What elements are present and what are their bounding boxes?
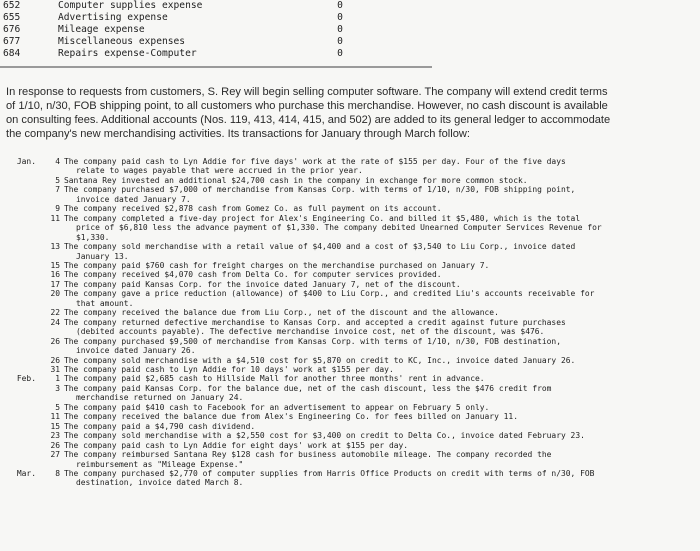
account-number: 684 xyxy=(3,48,21,59)
transaction-line: The company paid Kansas Corp. for the balance due, net of the cash discount, less the $476 credit from xyxy=(64,383,552,393)
transaction-line: relate to wages payable that were accrued in the prior year. xyxy=(76,166,363,176)
transaction-line: $1,330. xyxy=(76,232,110,242)
transaction-item xyxy=(0,356,700,365)
transaction-line: The company purchased $7,000 of merchandise from Kansas Corp. with terms of 1/10, n/30, FOB shipping point, xyxy=(64,185,576,195)
transaction-line: Santana Rey invested an additional $24,700 cash in the company in exchange for more common stock. xyxy=(64,175,528,185)
transaction-description xyxy=(64,308,692,317)
transaction-day: 17 xyxy=(50,279,60,289)
intro-line: on consulting fees. Additional accounts (Nos. 119, 413, 414, 415, and 502) are added to its general ledger to accommodate xyxy=(6,113,611,126)
transaction-line: The company paid Kansas Corp. for the invoice dated January 7, net of the discount. xyxy=(64,279,461,289)
transaction-item xyxy=(0,185,700,204)
transaction-item xyxy=(0,157,700,176)
transaction-line: destination, invoice dated March 8. xyxy=(76,478,244,488)
transaction-line: invoice dated January 26. xyxy=(76,346,196,356)
transaction-line: The company received $2,878 cash from Gomez Co. as full payment on its account. xyxy=(64,204,442,214)
transaction-description xyxy=(64,469,692,488)
transaction-description xyxy=(64,365,692,374)
transaction-line: The company received the balance due from Liu Corp., net of the discount and the allowance. xyxy=(64,308,499,318)
transaction-line: The company completed a five-day project for Alex's Engineering Co. and billed it $5,480, which is the total xyxy=(64,213,581,223)
transaction-line: The company reimbursed Santana Rey $128 cash for business automobile mileage. The company recorded the xyxy=(64,450,552,460)
intro-line: the company's new merchandising activities. Its transactions for January through March follow: xyxy=(6,127,470,140)
transaction-line: The company received $4,070 cash from Delta Co. for computer services provided. xyxy=(64,270,442,280)
account-number: 676 xyxy=(3,24,21,35)
transaction-item xyxy=(0,403,700,412)
transaction-list xyxy=(0,157,700,488)
transaction-line: The company paid $410 cash to Facebook for an advertisement to appear on February 5 only. xyxy=(64,402,490,412)
account-list xyxy=(0,0,430,60)
transaction-day: 15 xyxy=(50,260,60,270)
transaction-item xyxy=(0,280,700,289)
transaction-item xyxy=(0,412,700,421)
transaction-item xyxy=(0,374,700,383)
account-name: Computer supplies expense xyxy=(58,0,203,11)
transaction-item xyxy=(0,422,700,431)
transaction-item xyxy=(0,441,700,450)
transaction-month: Feb. xyxy=(16,374,36,384)
transaction-day: 27 xyxy=(50,450,60,460)
account-balance: 0 xyxy=(337,36,343,47)
table-divider xyxy=(0,66,432,68)
transaction-line: The company purchased $2,770 of computer supplies from Harris Office Products on credit with terms of n/30, FOB xyxy=(64,468,595,478)
transaction-description xyxy=(64,384,692,403)
transaction-description xyxy=(64,422,692,431)
transaction-line: The company paid cash to Lyn Addie for five days' work at the rate of $155 per day. Four of the five days xyxy=(64,157,566,166)
transaction-day: 20 xyxy=(50,289,60,299)
transaction-item xyxy=(0,450,700,469)
transaction-description xyxy=(64,289,692,308)
account-number: 655 xyxy=(3,12,21,23)
transaction-description xyxy=(64,270,692,279)
transaction-description xyxy=(64,337,692,356)
transaction-description xyxy=(64,204,692,213)
transaction-line: The company paid cash to Lyn Addie for 10 days' work at $155 per day. xyxy=(64,364,394,374)
transaction-day: 23 xyxy=(50,431,60,441)
transaction-line: The company paid cash to Lyn Addie for eight days' work at $155 per day. xyxy=(64,440,409,450)
transaction-line: The company gave a price reduction (allowance) of $400 to Liu Corp., and credited Liu's accounts receivable for xyxy=(64,289,595,299)
transaction-line: The company received the balance due from Alex's Engineering Co. for fees billed on January 11. xyxy=(64,412,518,422)
account-row xyxy=(0,12,430,24)
transaction-description xyxy=(64,185,692,204)
intro-paragraph xyxy=(6,86,696,142)
transaction-month: Jan. xyxy=(16,157,36,166)
transaction-line: price of $6,810 less the advance payment of $1,330. The company debited Unearned Computer Services Revenue for xyxy=(76,223,602,233)
transaction-item xyxy=(0,384,700,403)
transaction-description xyxy=(64,412,692,421)
intro-line: In response to requests from customers, S. Rey will begin selling computer software. The company will extend credit terms xyxy=(6,86,608,98)
transaction-line: reimbursement as "Mileage Expense." xyxy=(76,459,244,469)
transaction-month: Mar. xyxy=(16,468,36,478)
transaction-day: 31 xyxy=(50,364,60,374)
transaction-line: The company paid a $4,790 cash dividend. xyxy=(64,421,256,431)
transaction-item xyxy=(0,204,700,213)
transaction-day: 11 xyxy=(50,213,60,223)
transaction-description xyxy=(64,356,692,365)
account-name: Miscellaneous expenses xyxy=(58,36,186,47)
transaction-description xyxy=(64,242,692,261)
transaction-day: 8 xyxy=(55,468,60,478)
transaction-line: The company sold merchandise with a $4,510 cost for $5,870 on credit to KC, Inc., invoice dated January 26. xyxy=(64,355,576,365)
transaction-day: 16 xyxy=(50,270,60,280)
account-balance: 0 xyxy=(337,0,343,11)
transaction-day: 13 xyxy=(50,242,60,252)
transaction-item xyxy=(0,270,700,279)
transaction-item xyxy=(0,469,700,488)
transaction-line: The company sold merchandise with a retail value of $4,400 and a cost of $3,540 to Liu Corp., invoice dated xyxy=(64,242,576,252)
transaction-item xyxy=(0,289,700,308)
transaction-description xyxy=(64,374,692,383)
transaction-description xyxy=(64,431,692,440)
account-number: 677 xyxy=(3,36,21,47)
account-row xyxy=(0,36,430,48)
account-row xyxy=(0,0,430,12)
account-balance: 0 xyxy=(337,24,343,35)
account-balance: 0 xyxy=(337,48,343,59)
transaction-description xyxy=(64,318,692,337)
transaction-description xyxy=(64,441,692,450)
account-name: Mileage expense xyxy=(58,24,145,35)
transaction-line: The company paid $2,685 cash to Hillside Mall for another three months' rent in advance. xyxy=(64,374,485,384)
transaction-day: 11 xyxy=(50,412,60,422)
transaction-description xyxy=(64,176,692,185)
transaction-day: 24 xyxy=(50,317,60,327)
transaction-day: 3 xyxy=(55,383,60,393)
transaction-day: 9 xyxy=(55,204,60,214)
transaction-item xyxy=(0,308,700,317)
transaction-description xyxy=(64,403,692,412)
transaction-day: 1 xyxy=(55,374,60,384)
transaction-description xyxy=(64,450,692,469)
transaction-description xyxy=(64,261,692,270)
transaction-day: 7 xyxy=(55,185,60,195)
transaction-item xyxy=(0,431,700,440)
transaction-line: January 13. xyxy=(76,251,129,261)
transaction-item xyxy=(0,242,700,261)
transaction-line: that amount. xyxy=(76,298,134,308)
transaction-day: 15 xyxy=(50,421,60,431)
transaction-item xyxy=(0,261,700,270)
account-name: Advertising expense xyxy=(58,12,168,23)
transaction-line: The company returned defective merchandise to Kansas Corp. and accepted a credit against future purchases xyxy=(64,317,566,327)
transaction-line: The company sold merchandise with a $2,550 cost for $3,400 on credit to Delta Co., invoice dated February 23. xyxy=(64,431,585,441)
transaction-day: 4 xyxy=(55,157,60,166)
transaction-line: The company paid $760 cash for freight charges on the merchandise purchased on January 7. xyxy=(64,260,490,270)
transaction-day: 22 xyxy=(50,308,60,318)
transaction-day: 26 xyxy=(50,336,60,346)
transaction-line: The company purchased $9,500 of merchandise from Kansas Corp. with terms of 1/10, n/30, FOB destination, xyxy=(64,336,561,346)
transaction-item xyxy=(0,318,700,337)
transaction-description xyxy=(64,214,692,242)
account-name: Repairs expense-Computer xyxy=(58,48,197,59)
transaction-line: merchandise returned on January 24. xyxy=(76,393,244,403)
account-number: 652 xyxy=(3,0,21,11)
transaction-day: 5 xyxy=(55,175,60,185)
transaction-item xyxy=(0,337,700,356)
transaction-item xyxy=(0,214,700,242)
transaction-item xyxy=(0,176,700,185)
account-row xyxy=(0,24,430,36)
transaction-description xyxy=(64,280,692,289)
transaction-day: 5 xyxy=(55,402,60,412)
transaction-day: 26 xyxy=(50,440,60,450)
transaction-line: (debited accounts payable). The defective merchandise invoice cost, net of the discount, was $476. xyxy=(76,327,545,337)
transaction-item xyxy=(0,365,700,374)
account-row xyxy=(0,48,430,60)
intro-line: of 1/10, n/30, FOB shipping point, to all customers who purchase this merchandise. However, no cash discount is available xyxy=(6,99,608,112)
transaction-line: invoice dated January 7. xyxy=(76,194,191,204)
transaction-day: 26 xyxy=(50,355,60,365)
account-balance: 0 xyxy=(337,12,343,23)
transaction-description xyxy=(64,157,692,176)
